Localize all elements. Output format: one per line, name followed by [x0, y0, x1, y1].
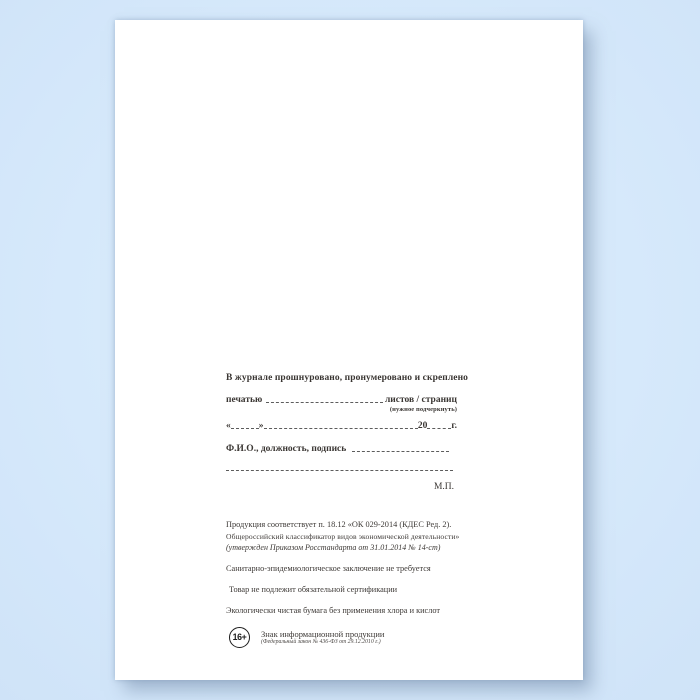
eco-statement: Экологически чистая бумага без применения хлора и кислот	[226, 605, 441, 615]
signature-row	[226, 444, 457, 454]
seal-mark: М.П.	[433, 482, 454, 492]
page-content	[226, 373, 469, 648]
product-conformity-block	[226, 520, 460, 615]
age-mark-row	[226, 627, 457, 648]
underline-note: (нужное подчеркнуть)	[389, 406, 457, 413]
stitching-statement-block	[226, 373, 469, 492]
conformity-line-1: Продукция соответствует п. 18.12 «ОК 029-2014 (КДЕС Ред. 2).	[226, 520, 452, 529]
year-suffix: г.	[451, 421, 457, 431]
age-mark-law: (Федеральный закон № 436-ФЗ от 29.12.2010 г.)	[261, 639, 381, 646]
seal-row	[226, 395, 457, 405]
seal-label: печатью	[226, 395, 263, 405]
sanitary-statement: Санитарно-эпидемиологическое заключение не требуется	[226, 563, 431, 573]
age-mark-label: Знак информационной продукции	[261, 628, 385, 639]
date-row	[226, 421, 457, 431]
signature-label: Ф.И.О., должность, подпись	[226, 444, 347, 454]
blank-line-day	[231, 426, 259, 429]
age-16-plus-icon: 16+	[229, 627, 250, 648]
conformity-line-3: (утвержден Приказом Росстандарта от 31.01.2014 № 14-ст)	[226, 542, 441, 552]
blank-line-year	[427, 426, 451, 429]
conformity-line-2: Общероссийский классификатор видов экономической деятельности»	[226, 531, 460, 541]
year-prefix: 20	[417, 421, 428, 431]
close-quote: »	[258, 421, 264, 431]
certification-statement: Товар не подлежит обязательной сертификации	[229, 584, 398, 594]
age-mark-text	[261, 627, 384, 646]
blank-line-full	[226, 468, 453, 471]
sheets-label: листов / страниц	[384, 395, 457, 405]
journal-back-page	[115, 20, 583, 680]
open-quote: «	[226, 421, 231, 431]
stitched-statement: В журнале прошнуровано, пронумеровано и скреплено	[226, 373, 469, 383]
blank-line	[266, 400, 383, 403]
blank-line-signature	[352, 449, 449, 452]
blank-line-month	[264, 426, 418, 429]
